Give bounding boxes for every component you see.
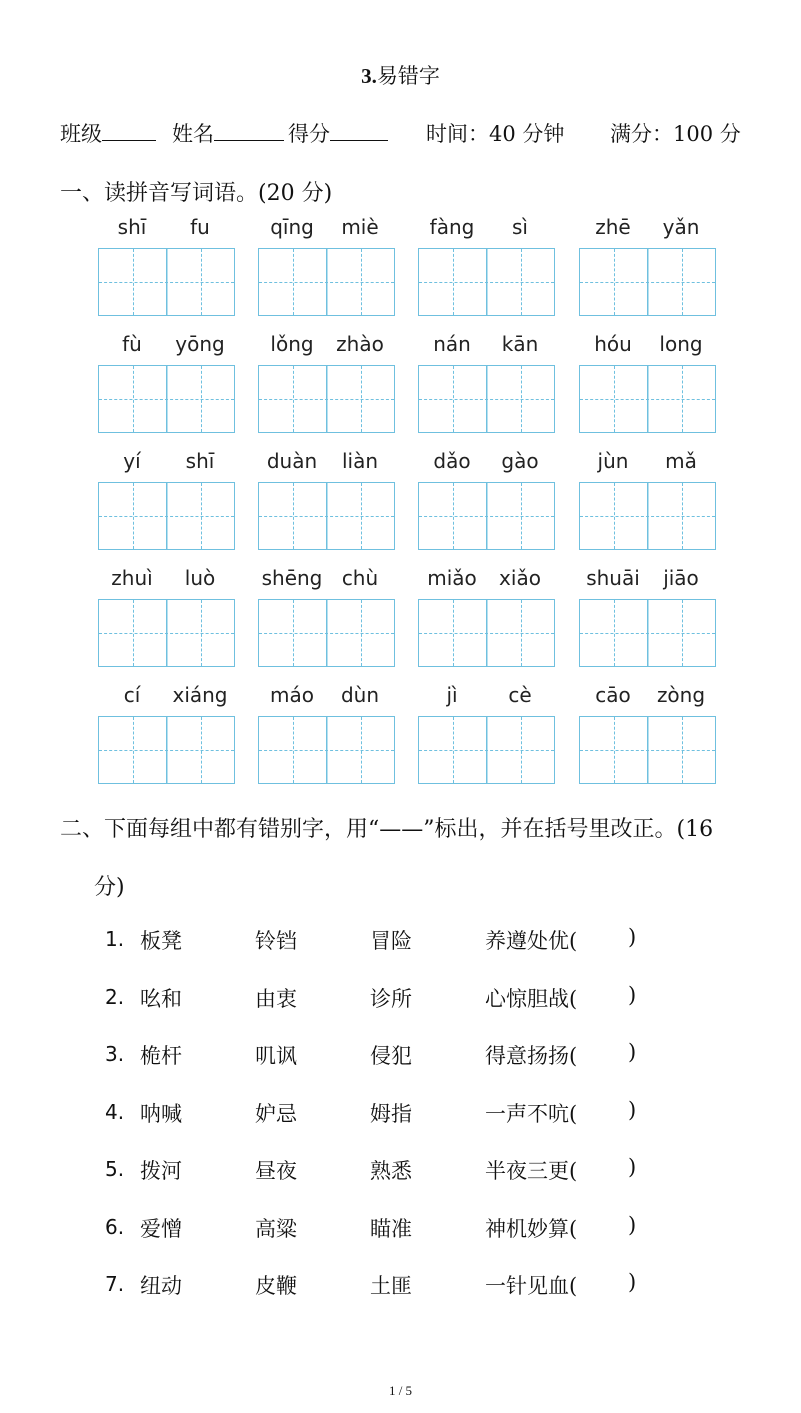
name-field: [172, 118, 284, 148]
word-group: [579, 683, 716, 793]
pinyin-syllable: hóu: [594, 332, 632, 356]
correction-item: [0, 925, 801, 965]
word: 姆指: [370, 1101, 412, 1126]
class-field: [60, 118, 156, 148]
word-group: [258, 215, 398, 325]
pinyin-syllable: cí: [123, 683, 141, 707]
word-group: [98, 566, 238, 676]
word: 由衷: [255, 986, 297, 1011]
full-score-text: 满分：100 分: [610, 122, 741, 146]
idiom-word: 养遵处优(: [485, 929, 578, 953]
correction-item: [0, 1155, 801, 1195]
word: 吆和: [140, 986, 182, 1011]
pinyin-syllable: duàn: [266, 449, 318, 473]
writing-box[interactable]: [258, 599, 395, 667]
class-label: 班级: [60, 122, 102, 146]
word: 桅杆: [140, 1044, 182, 1068]
word: 诊所: [370, 986, 412, 1011]
word: 妒忌: [255, 1101, 297, 1126]
word: 叽讽: [255, 1044, 297, 1068]
item-number: 3.: [105, 1042, 125, 1066]
pinyin-syllable: chù: [341, 566, 379, 590]
writing-box[interactable]: [98, 599, 235, 667]
word: 熟悉: [370, 1159, 412, 1183]
guide-line-horizontal: [419, 282, 554, 283]
guide-line-horizontal: [580, 750, 715, 751]
guide-line-horizontal: [419, 633, 554, 634]
item-number: 1.: [105, 927, 125, 951]
answer-close-paren: ): [628, 1155, 637, 1179]
writing-box[interactable]: [418, 716, 555, 784]
pinyin-syllable: qīng: [270, 215, 314, 239]
idiom-word: 神机妙算(: [485, 1216, 578, 1241]
word-group: [258, 449, 398, 559]
writing-box[interactable]: [98, 248, 235, 316]
section2-title-line1: 二、下面每组中都有错别字，用“——”标出，并在括号里改正。(16: [60, 817, 714, 842]
word-group: [418, 566, 558, 676]
word: 皮鞭: [255, 1274, 297, 1298]
correction-item: [0, 1270, 801, 1310]
word: 铃铛: [255, 929, 297, 953]
writing-box[interactable]: [579, 248, 716, 316]
pinyin-syllable: zhē: [595, 215, 631, 239]
pinyin-row: [0, 566, 801, 676]
pinyin-syllable: shī: [185, 449, 215, 473]
writing-box[interactable]: [579, 365, 716, 433]
item-number: 4.: [105, 1099, 125, 1124]
pinyin-syllable: yǎn: [662, 215, 700, 239]
pinyin-row: [0, 449, 801, 559]
idiom-word: 半夜三更(: [485, 1159, 578, 1183]
pinyin-syllable: yōng: [175, 332, 225, 356]
guide-line-horizontal: [419, 399, 554, 400]
title-text: 易错字: [376, 64, 440, 88]
writing-box[interactable]: [418, 599, 555, 667]
pinyin-syllable: sì: [512, 215, 528, 239]
pinyin-row: [0, 332, 801, 442]
idiom-word: 一针见血(: [485, 1274, 578, 1298]
pinyin-syllable: luò: [184, 566, 216, 590]
word-group: [418, 683, 558, 793]
pinyin-syllable: gào: [501, 449, 539, 473]
pinyin-syllable: zhào: [336, 332, 384, 356]
pinyin-syllable: yí: [123, 449, 141, 473]
writing-box[interactable]: [258, 482, 395, 550]
word: 高粱: [255, 1216, 297, 1241]
answer-close-paren: ): [628, 1270, 637, 1294]
word-group: [418, 215, 558, 325]
word: 板凳: [140, 929, 182, 953]
answer-close-paren: ): [628, 1040, 637, 1064]
guide-line-horizontal: [580, 399, 715, 400]
section2-title-line2: 分): [94, 875, 125, 900]
pinyin-syllable: liàn: [341, 449, 379, 473]
score-blank[interactable]: [330, 120, 388, 141]
word: 土匪: [370, 1274, 412, 1298]
class-blank[interactable]: [102, 120, 156, 141]
word-group: [98, 683, 238, 793]
title-number: 3.: [361, 64, 377, 88]
item-number: 5.: [105, 1157, 125, 1181]
pinyin-row: [0, 215, 801, 325]
writing-box[interactable]: [258, 716, 395, 784]
item-number: 7.: [105, 1272, 125, 1296]
time-text: 时间：40 分钟: [426, 122, 565, 146]
answer-close-paren: ): [628, 1212, 637, 1237]
writing-box[interactable]: [258, 248, 395, 316]
item-number: 6.: [105, 1214, 125, 1239]
pinyin-syllable: jùn: [597, 449, 629, 473]
pinyin-syllable: zòng: [656, 683, 706, 707]
pinyin-syllable: miǎo: [427, 566, 477, 590]
writing-box[interactable]: [579, 716, 716, 784]
pinyin-syllable: cè: [508, 683, 532, 707]
word: 拨河: [140, 1159, 182, 1183]
guide-line-horizontal: [99, 282, 234, 283]
word: 爱憎: [140, 1216, 182, 1241]
guide-line-horizontal: [99, 633, 234, 634]
guide-line-horizontal: [419, 750, 554, 751]
word-group: [579, 566, 716, 676]
word: 呐喊: [140, 1101, 182, 1126]
word-group: [258, 332, 398, 442]
pinyin-syllable: máo: [270, 683, 314, 707]
writing-box[interactable]: [418, 248, 555, 316]
word-group: [418, 449, 558, 559]
word: 冒险: [370, 929, 412, 953]
page-title: [0, 60, 801, 90]
correction-item: [0, 1098, 801, 1138]
writing-box[interactable]: [258, 365, 395, 433]
answer-close-paren: ): [628, 925, 637, 949]
writing-box[interactable]: [98, 482, 235, 550]
word: 昼夜: [255, 1159, 297, 1183]
writing-box[interactable]: [98, 365, 235, 433]
pinyin-syllable: jiāo: [663, 566, 699, 590]
guide-line-horizontal: [580, 282, 715, 283]
name-blank[interactable]: [214, 120, 284, 141]
pinyin-syllable: lǒng: [270, 332, 314, 356]
writing-box[interactable]: [579, 599, 716, 667]
word: 纽动: [140, 1274, 182, 1298]
guide-line-horizontal: [419, 516, 554, 517]
pinyin-syllable: jì: [446, 683, 458, 707]
guide-line-horizontal: [580, 633, 715, 634]
guide-line-horizontal: [259, 399, 394, 400]
pinyin-syllable: fù: [122, 332, 142, 356]
word-group: [579, 215, 716, 325]
writing-box[interactable]: [98, 716, 235, 784]
word: 瞄准: [370, 1216, 412, 1241]
pinyin-syllable: dùn: [340, 683, 380, 707]
pinyin-syllable: nán: [433, 332, 471, 356]
score-label: 得分: [288, 122, 330, 146]
word-group: [98, 449, 238, 559]
word-group: [579, 332, 716, 442]
answer-close-paren: ): [628, 982, 637, 1007]
pinyin-syllable: cāo: [595, 683, 631, 707]
pinyin-syllable: fu: [190, 215, 210, 239]
pinyin-syllable: miè: [341, 215, 379, 239]
word-group: [258, 683, 398, 793]
word-group: [418, 332, 558, 442]
answer-close-paren: ): [628, 1097, 637, 1122]
pinyin-syllable: long: [659, 332, 703, 356]
correction-item: [0, 983, 801, 1023]
pinyin-syllable: zhuì: [111, 566, 153, 590]
word-group: [98, 215, 238, 325]
score-field: [288, 118, 388, 148]
word: 侵犯: [370, 1044, 412, 1068]
guide-line-horizontal: [259, 516, 394, 517]
page-number: 1 / 5: [388, 1383, 413, 1398]
pinyin-syllable: dǎo: [433, 449, 471, 473]
pinyin-syllable: kān: [501, 332, 539, 356]
guide-line-horizontal: [259, 282, 394, 283]
pinyin-syllable: xiáng: [172, 683, 228, 707]
idiom-word: 心惊胆战(: [485, 986, 578, 1011]
writing-box[interactable]: [418, 365, 555, 433]
correction-item: [0, 1040, 801, 1080]
pinyin-syllable: xiǎo: [499, 566, 541, 590]
item-number: 2.: [105, 984, 125, 1009]
guide-line-horizontal: [99, 516, 234, 517]
name-label: 姓名: [172, 122, 214, 146]
correction-item: [0, 1213, 801, 1253]
pinyin-syllable: mǎ: [665, 449, 697, 473]
idiom-word: 得意扬扬(: [485, 1044, 578, 1068]
idiom-word: 一声不吭(: [485, 1101, 578, 1126]
pinyin-syllable: shuāi: [586, 566, 640, 590]
word-group: [579, 449, 716, 559]
guide-line-horizontal: [259, 633, 394, 634]
guide-line-horizontal: [580, 516, 715, 517]
writing-box[interactable]: [418, 482, 555, 550]
pinyin-syllable: shī: [117, 215, 147, 239]
section1-title: 一、读拼音写词语。(20 分): [60, 181, 333, 206]
guide-line-horizontal: [99, 750, 234, 751]
pinyin-syllable: shēng: [261, 566, 323, 590]
pinyin-syllable: fàng: [429, 215, 475, 239]
word-group: [258, 566, 398, 676]
guide-line-horizontal: [259, 750, 394, 751]
guide-line-horizontal: [99, 399, 234, 400]
word-group: [98, 332, 238, 442]
pinyin-row: [0, 683, 801, 793]
writing-box[interactable]: [579, 482, 716, 550]
